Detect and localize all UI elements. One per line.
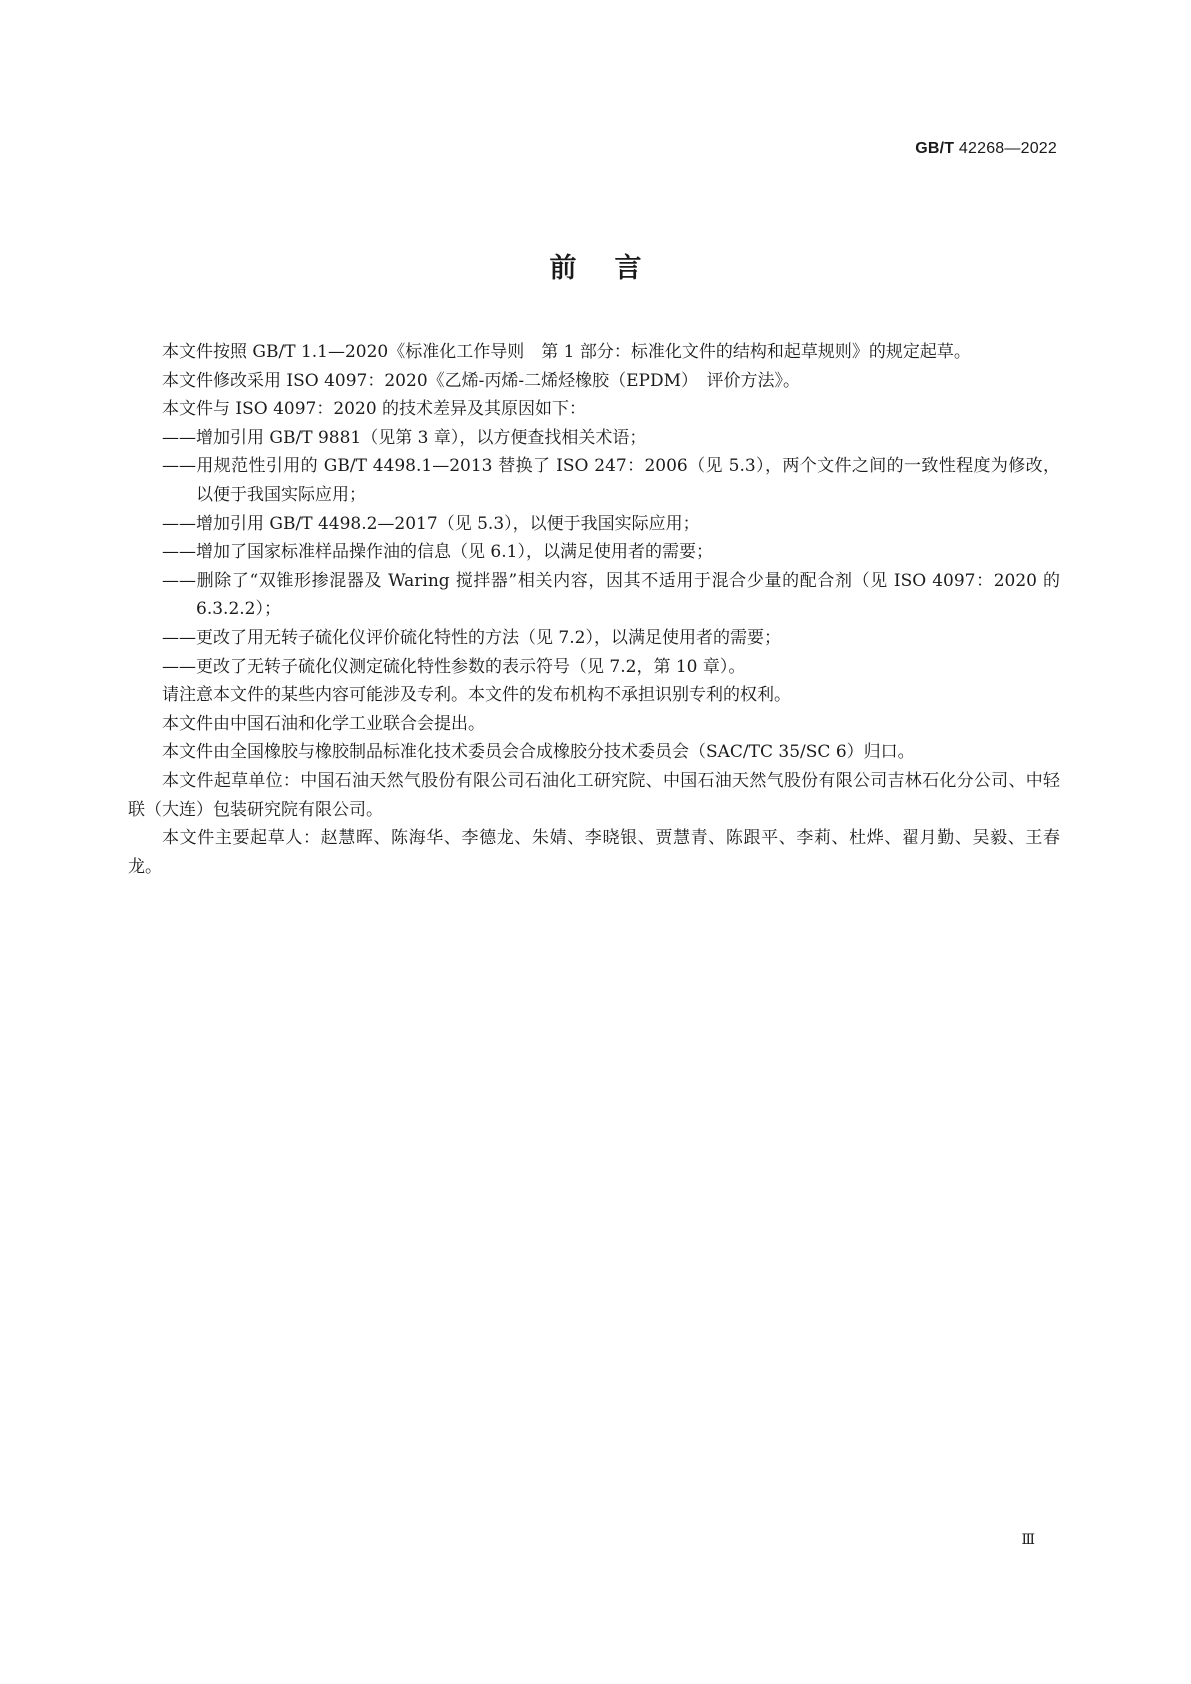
difference-item: ——增加引用 GB/T 4498.2—2017（见 5.3），以便于我国实际应用； [162,513,700,534]
difference-item: ——用规范性引用的 GB/T 4498.1—2013 替换了 ISO 247：2006（见 5.3），两个文件之间的一致性程度为修改，以便于我国实际应用； [162,456,1060,505]
difference-item: ——更改了用无转子硫化仪评价硫化特性的方法（见 7.2），以满足使用者的需要； [162,627,781,648]
document-header [915,140,1057,158]
difference-item: ——增加引用 GB/T 9881（见第 3 章），以方便查找相关术语； [162,427,647,448]
difference-item: ——更改了无转子硫化仪测定硫化特性参数的表示符号（见 7.2，第 10 章）。 [162,656,746,677]
paragraph-drafting-units: 本文件起草单位：中国石油天然气股份有限公司石油化工研究院、中国石油天然气股份有限公司吉林石化分公司、中轻联（大连）包装研究院有限公司。 [128,770,1060,820]
standard-code: GB/T [915,140,955,157]
difference-item: ——删除了“双锥形掺混器及 Waring 搅拌器”相关内容，因其不适用于混合少量的配合剂（见 ISO 4097：2020 的 6.3.2.2）； [162,570,1060,620]
standard-number: 42268—2022 [958,140,1057,157]
difference-item: ——增加了国家标准样品操作油的信息（见 6.1），以满足使用者的需要； [162,542,713,563]
paragraph-drafting-rules: 本文件按照 GB/T 1.1—2020《标准化工作导则 第 1 部分：标准化文件的结构和起草规则》的规定起草。 [162,342,971,362]
paragraph-patent-notice: 请注意本文件的某些内容可能涉及专利。本文件的发布机构不承担识别专利的权利。 [162,685,791,706]
page-number: Ⅲ [1021,1532,1035,1548]
paragraph-drafters: 本文件主要起草人：赵慧晖、陈海华、李德龙、朱婧、李晓银、贾慧青、陈跟平、李莉、杜烨、翟月勤、吴毅、王春龙。 [128,828,1060,877]
paragraph-committee: 本文件由全国橡胶与橡胶制品标准化技术委员会合成橡胶分技术委员会（SAC/TC 35/SC 6）归口。 [162,742,915,763]
page-title: 前言 [549,253,680,284]
paragraph-proposer: 本文件由中国石油和化学工业联合会提出。 [162,713,485,734]
paragraph-differences-intro: 本文件与 ISO 4097：2020 的技术差异及其原因如下： [162,399,587,420]
paragraph-adoption: 本文件修改采用 ISO 4097：2020《乙烯-丙烯-二烯烃橡胶（EPDM） 评价方法》。 [162,370,801,391]
foreword-body [128,338,1060,881]
